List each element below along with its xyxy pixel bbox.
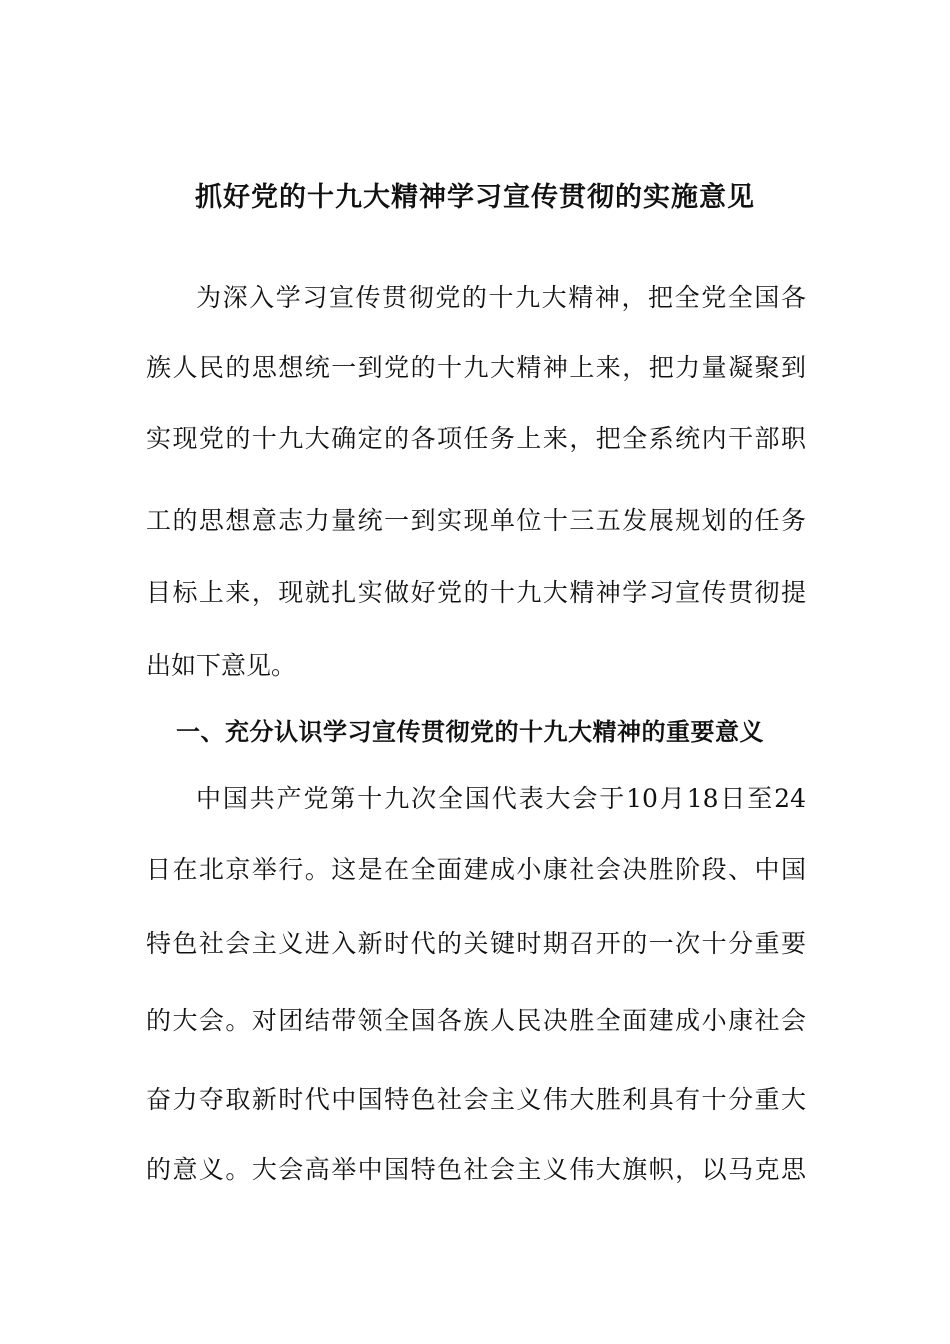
paragraph-line: 为深入学习宣传贯彻党的十九大精神，把全党全国各 xyxy=(196,283,806,312)
paragraph-line: 日在北京举行。这是在全面建成小康社会决胜阶段、中国 xyxy=(146,855,806,884)
section-heading: 一、充分认识学习宣传贯彻党的十九大精神的重要意义 xyxy=(176,717,764,746)
paragraph-line: 的意义。大会高举中国特色社会主义伟大旗帜，以马克思 xyxy=(146,1155,806,1184)
paragraph-line: 特色社会主义进入新时代的关键时期召开的一次十分重要 xyxy=(146,929,806,958)
paragraph-line: 实现党的十九大确定的各项任务上来，把全系统内干部职 xyxy=(146,424,806,453)
paragraph-line: 目标上来，现就扎实做好党的十九大精神学习宣传贯彻提 xyxy=(146,578,806,607)
paragraph-line: 的大会。对团结带领全国各族人民决胜全面建成小康社会 xyxy=(146,1006,806,1035)
paragraph-line: 出如下意见。 xyxy=(146,651,297,680)
document-title: 抓好党的十九大精神学习宣传贯彻的实施意见 xyxy=(195,182,755,213)
paragraph-line: 工的思想意志力量统一到实现单位十三五发展规划的任务 xyxy=(146,506,806,535)
paragraph-line: 奋力夺取新时代中国特色社会主义伟大胜利具有十分重大 xyxy=(146,1085,806,1114)
paragraph-line: 族人民的思想统一到党的十九大精神上来，把力量凝聚到 xyxy=(146,353,806,382)
paragraph-line: 中国共产党第十九次全国代表大会于10月18日至24 xyxy=(196,784,806,813)
